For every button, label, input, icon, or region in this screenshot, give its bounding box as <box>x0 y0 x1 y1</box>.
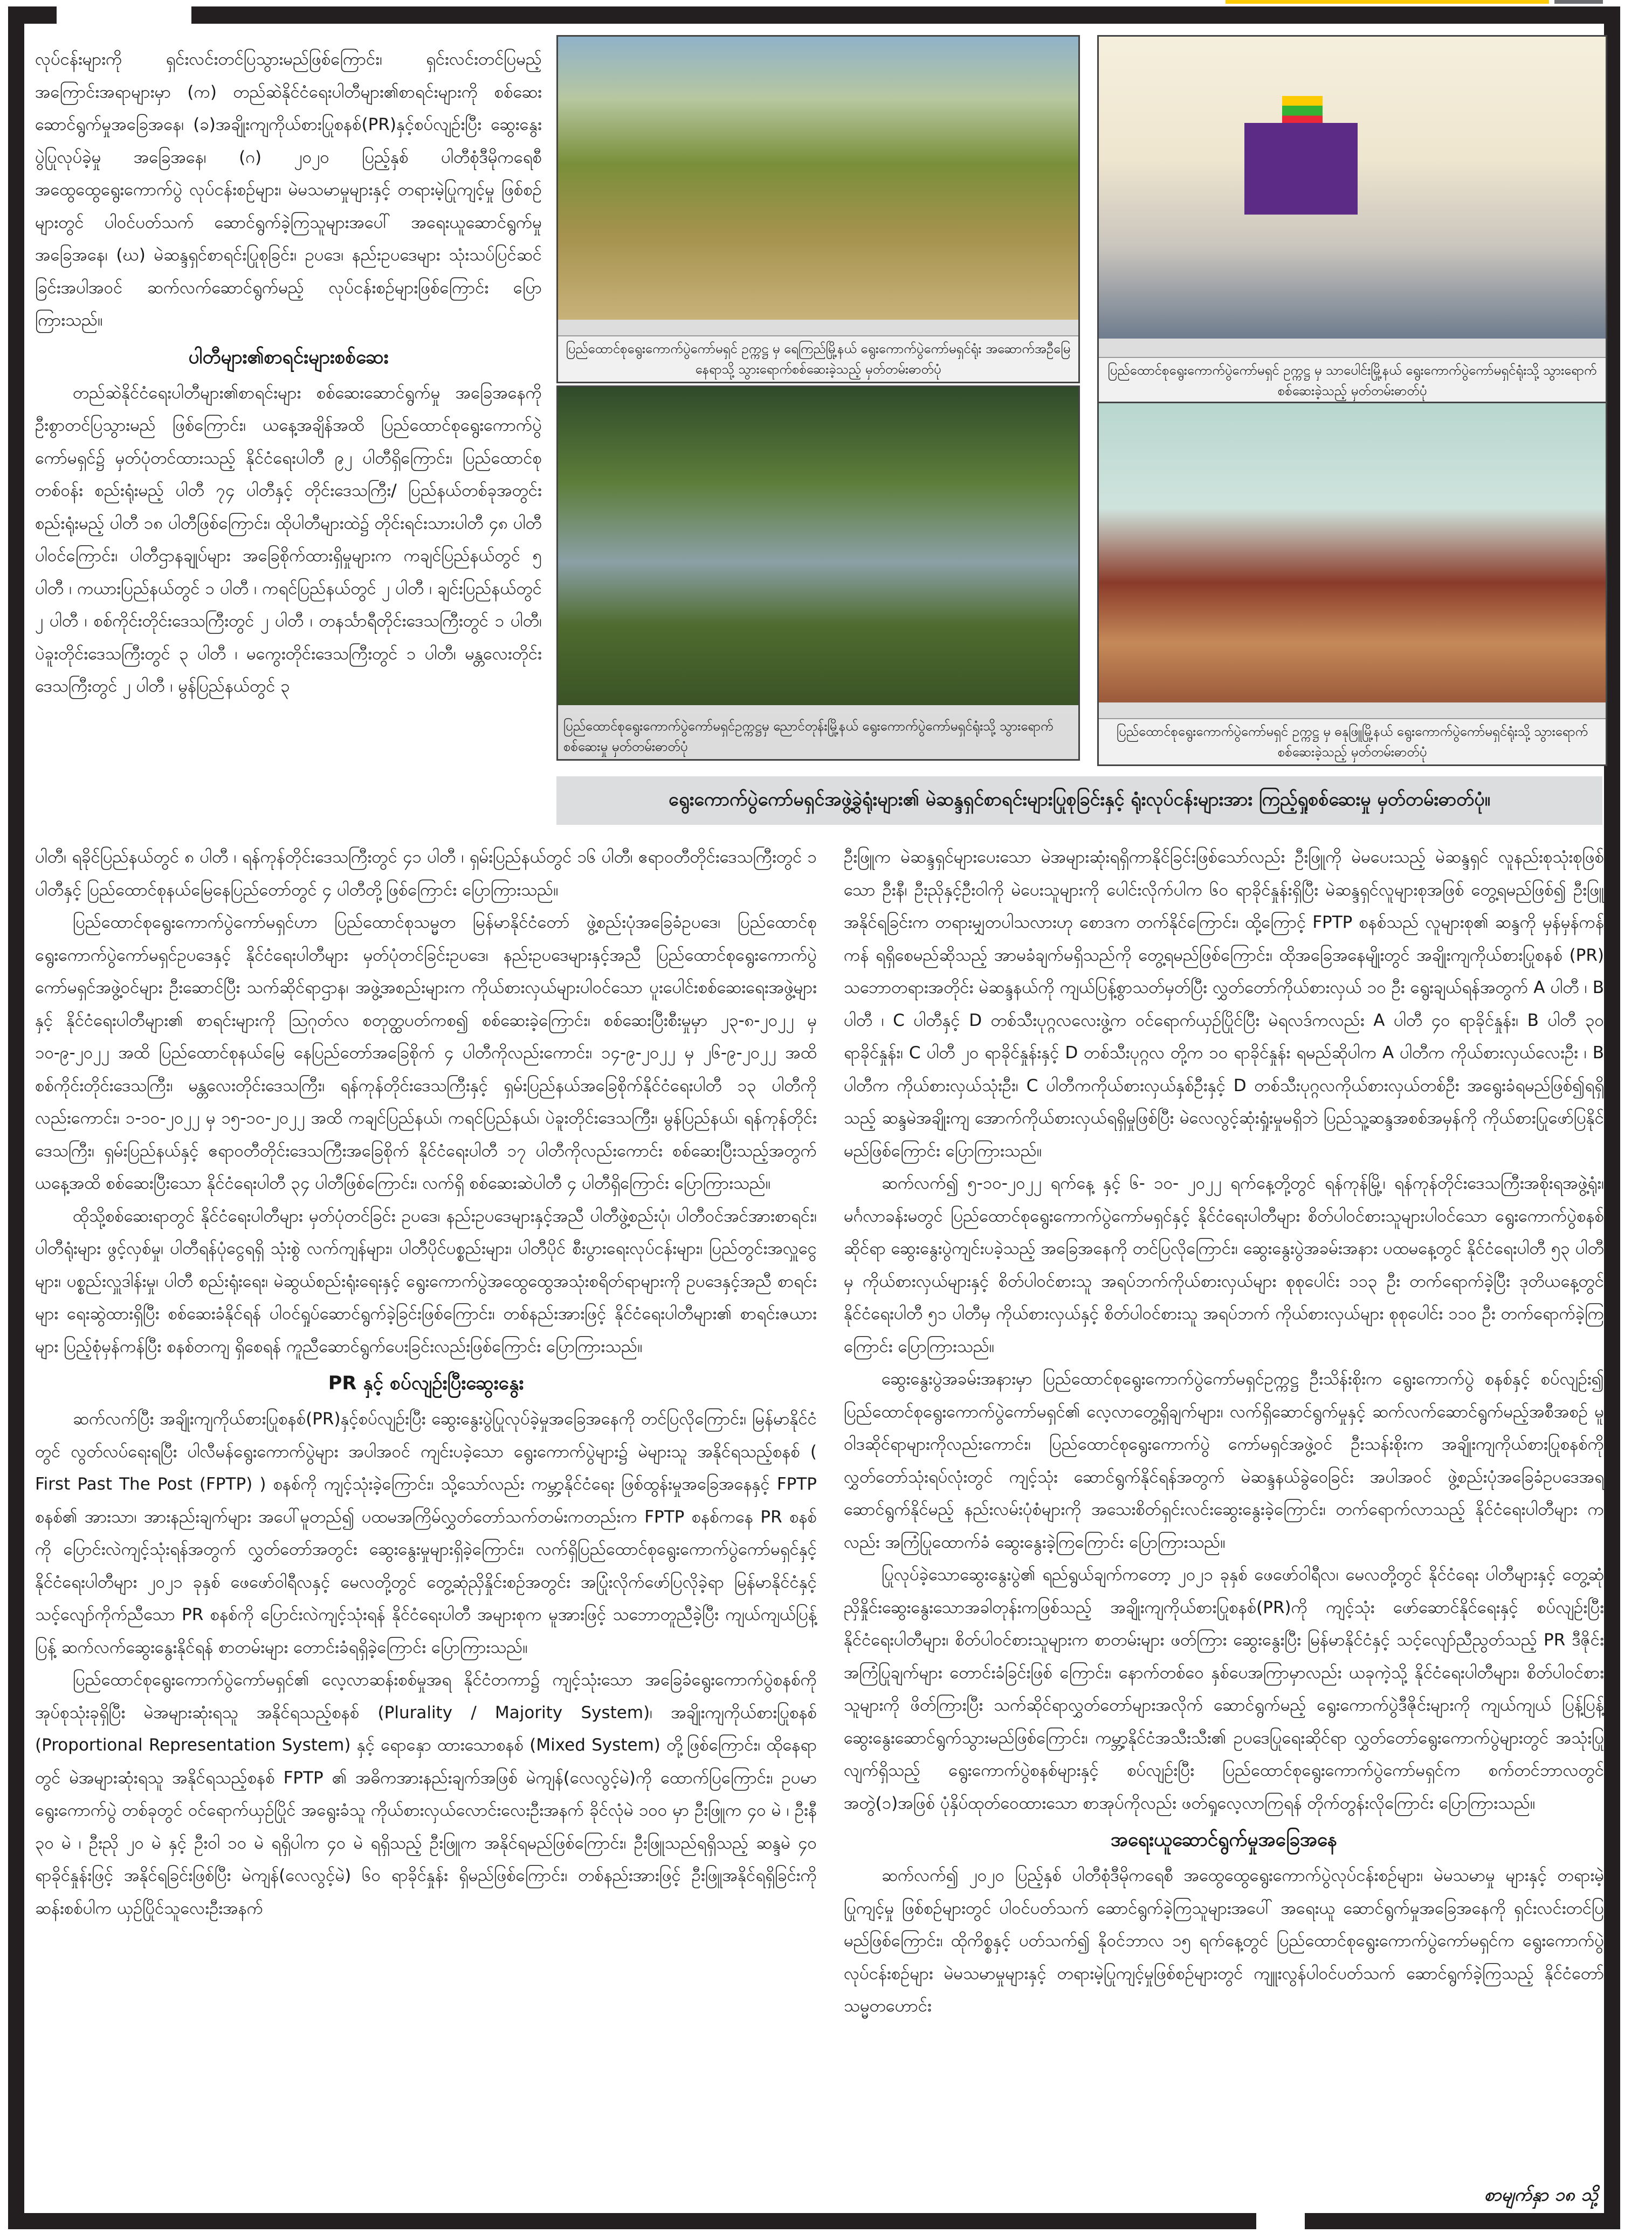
paragraph: လုပ်ငန်းများကို ရှင်းလင်းတင်ပြသွားမည်ဖြစ်ကြောင်း၊ ရှင်းလင်းတင်ပြမည့်အကြောင်းအရာများမှာ (က) တည်ဆဲနိုင်ငံရေးပါတီများ၏စာရင်းများကို စစ်ဆေးဆောင်ရွက်မှုအခြေအနေ၊ (ခ)အချိုးကျကိုယ်စားပြုစနစ်(PR)နှင့်စပ်လျဉ်းပြီး ဆွေးနွေးပွဲပြုလုပ်ခဲ့မှု အခြေအနေ၊ (ဂ) ၂၀၂၀ ပြည့်နှစ် ပါတီစုံဒီမိုကရေစီ အထွေထွေရွေးကောက်ပွဲ လုပ်ငန်းစဉ်များ၊ မဲမသမာမှုများနှင့် တရားမဲ့ပြုကျင့်မှု ဖြစ်စဉ်များတွင် ပါဝင်ပတ်သက် ဆောင်ရွက်ခဲ့ကြသူများအပေါ် အရေးယူဆောင်ရွက်မှု အခြေအနေ၊ (ဃ) မဲဆန္ဒရှင်စာရင်းပြုစုခြင်း၊ ဥပဒေ၊ နည်းဥပဒေများ သုံးသပ်ပြင်ဆင်ခြင်းအပါအဝင် ဆက်လက်ဆောင်ရွက်မည့် လုပ်ငန်းစဉ်များဖြစ်ကြောင်း ပြောကြားသည်။ <box>35 50 542 330</box>
paragraph: ပြည်ထောင်စုရွေးကောက်ပွဲကော်မရှင်ဟာ ပြည်ထောင်စုသမ္မတ မြန်မာနိုင်ငံတော် ဖွဲ့စည်းပုံအခြေခံဥပဒေ၊ ပြည်ထောင်စုရွေးကောက်ပွဲကော်မရှင်ဥပဒေနှင့် နိုင်ငံရေးပါတီများ မှတ်ပုံတင်ခြင်းဥပဒေ၊ နည်းဥပဒေများနှင့်အညီ ပြည်ထောင်စုရွေးကောက်ပွဲကော်မရှင်အဖွဲ့ဝင်များ ဦးဆောင်ပြီး သက်ဆိုင်ရာဌာန၊ အဖွဲ့အစည်းများက ကိုယ်စားလှယ်များပါဝင်သော ပူးပေါင်းစစ်ဆေးရေးအဖွဲ့များနှင့် နိုင်ငံရေးပါတီများ၏ စာရင်းများကို သြဂုတ်လ စတုတ္ထပတ်ကစ၍ စစ်ဆေးခဲ့ကြောင်း၊ စစ်ဆေးပြီးစီးမှုမှာ ၂၃-၈-၂၀၂၂ မှ ၁၀-၉-၂၀၂၂ အထိ ပြည်ထောင်စုနယ်မြေ နေပြည်တော်အခြေစိုက် ၄ ပါတီကိုလည်းကောင်း၊ ၁၄-၉-၂၀၂၂ မှ ၂၆-၉-၂၀၂၂ အထိ စစ်ကိုင်းတိုင်းဒေသကြီး၊ မန္တလေးတိုင်းဒေသကြီး၊ ရန်ကုန်တိုင်းဒေသကြီးနှင့် ရှမ်းပြည်နယ်အခြေစိုက်နိုင်ငံရေးပါတီ ၁၃ ပါတီကိုလည်းကောင်း၊ ၁-၁၀-၂၀၂၂ မှ ၁၅-၁၀-၂၀၂၂ အထိ ကချင်ပြည်နယ်၊ ကရင်ပြည်နယ်၊ ပဲခူးတိုင်းဒေသကြီး၊ မွန်ပြည်နယ်၊ ရန်ကုန်တိုင်းဒေသကြီး၊ ရှမ်းပြည်နယ်နှင့် ဧရာဝတီတိုင်းဒေသကြီးအခြေစိုက် နိုင်ငံရေးပါတီ ၁၇ ပါတီကိုလည်းကောင်း စစ်ဆေးပြီးသည့်အတွက် ယနေ့အထိ စစ်ဆေးပြီးသော နိုင်ငံရေးပါတီ ၃၄ ပါတီဖြစ်ကြောင်း၊ လက်ရှိ စစ်ဆေးဆဲပါတီ ၄ ပါတီရှိကြောင်း ပြောကြားသည်။ <box>35 913 817 1193</box>
paragraph: ဆက်လက်ပြီး အချိုးကျကိုယ်စားပြုစနစ်(PR)နှင့်စပ်လျဉ်းပြီး ဆွေးနွေးပွဲပြုလုပ်ခဲ့မှုအခြေအနေကို တင်ပြလိုကြောင်း၊ မြန်မာနိုင်ငံတွင် လွတ်လပ်ရေးရပြီး ပါလီမန်ရွေးကောက်ပွဲများ အပါအဝင် ကျင်းပခဲ့သော ရွေးကောက်ပွဲများ၌ မဲများသူ အနိုင်ရသည့်စနစ် ( First Past The Post (FPTP) ) စနစ်ကို ကျင့်သုံးခဲ့ကြောင်း၊ သို့သော်လည်း ကမ္ဘာ့နိုင်ငံရေး ဖြစ်ထွန်းမှုအခြေအနေနှင့် FPTP စနစ်၏ အားသာ၊ အားနည်းချက်များ အပေါ်မူတည်၍ ပထမအကြိမ်လွှတ်တော်သက်တမ်းကတည်းက FPTP စနစ်ကနေ PR စနစ်ကို ပြောင်းလဲကျင့်သုံးရန်အတွက် လွှတ်တော်အတွင်း ဆွေးနွေးမှုများရှိခဲ့ကြောင်း၊ လက်ရှိပြည်ထောင်စုရွေးကောက်ပွဲကော်မရှင်နှင့် နိုင်ငံရေးပါတီများ ၂၀၂၁ ခုနှစ် ဖေဖော်ဝါရီလနှင့် မေလတို့တွင် တွေ့ဆုံညှိနှိုင်းစဉ်အတွင်း အပြုံးလိုက်ဖော်ပြလိုခဲ့ရာ မြန်မာနိုင်ငံနှင့် သင့်လျော်ကိုက်ညီသော PR စနစ်ကို ပြောင်းလဲကျင့်သုံးရန် နိုင်ငံရေးပါတီ အများစုက မူအားဖြင့် သဘောတူညီခဲ့ပြီး ကျယ်ကျယ်ပြန့်ပြန့် ဆက်လက်ဆွေးနွေးနိုင်ရန် စာတမ်းများ တောင်းခံရရှိခဲ့ကြောင်း ပြောကြားသည်။ <box>35 1409 817 1657</box>
photo-caption: ပြည်ထောင်စုရွေးကောက်ပွဲကော်မရှင် ဥက္ကဋ္ဌ မှ သာပေါင်းမြို့နယ် ရွေးကောက်ပွဲကော်မရှင်ရုံးသို့ သွားရောက်စစ်ဆေးခဲ့သည့် မှတ်တမ်းဓာတ်ပုံ <box>1099 357 1606 403</box>
section-heading: PR နှင့် စပ်လျဉ်းပြီးဆွေးနွေး <box>328 1373 524 1394</box>
article-column-top-left <box>35 43 542 703</box>
photo-caption: ပြည်ထောင်စုရွေးကောက်ပွဲကော်မရှင် ဥက္ကဋ္ဌ မှ ရေကြည်မြို့နယ် ရွေးကောက်ပွဲကော်မရှင်ရုံး အဆောက်အဦမြေနေရာသို့ သွားရောက်စစ်ဆေးခဲ့သည့် မှတ်တမ်းဓာတ်ပုံ <box>558 335 1078 382</box>
article-column-bottom-left <box>35 841 817 1925</box>
paragraph: ဆက်လက်၍ ၅-၁၀-၂၀၂၂ ရက်နေ့ နှင့် ၆- ၁၀- ၂၀၂၂ ရက်နေ့တို့တွင် ရန်ကုန်မြို့၊ ရန်ကုန်တိုင်းဒေသကြီးအစိုးရအဖွဲ့ရုံး၊ မင်္ဂလာခန်းမတွင် ပြည်ထောင်စုရွေးကောက်ပွဲကော်မရှင်နှင့် နိုင်ငံရေးပါတီများ စိတ်ပါဝင်စားသူများပါဝင်သော ရွေးကောက်ပွဲစနစ်ဆိုင်ရာ ဆွေးနွေးပွဲကျင်းပခဲ့သည့် အခြေအနေကို တင်ပြလိုကြောင်း၊ ဆွေးနွေးပွဲအခမ်းအနား ပထမနေ့တွင် နိုင်ငံရေးပါတီ ၅၃ ပါတီမှ ကိုယ်စားလှယ်များနှင့် စိတ်ပါဝင်စားသူ အရပ်ဘက်ကိုယ်စားလှယ်များ စုစုပေါင်း ၁၁၃ ဦး တက်ရောက်ခဲ့ပြီး ဒုတိယနေ့တွင် နိုင်ငံရေးပါတီ ၅၁ ပါတီမှ ကိုယ်စားလှယ်နှင့် စိတ်ပါဝင်စားသူ အရပ်ဘက် ကိုယ်စားလှယ်များ စုစုပေါင်း ၁၁၀ ဦး တက်ရောက်ခဲ့ကြကြောင်း ပြောကြားသည်။ <box>844 1174 1604 1356</box>
photo-group-caption: ရွေးကောက်ပွဲကော်မရှင်အဖွဲ့ခွဲရုံးများ၏ မဲဆန္ဒရှင်စာရင်းများပြုစုခြင်းနှင့် ရုံးလုပ်ငန်းများအား ကြည့်ရှုစစ်ဆေးမှု မှတ်တမ်းဓာတ်ပုံ။ <box>556 776 1602 825</box>
page-tab <box>1554 0 1603 4</box>
article-column-bottom-right <box>844 841 1604 2023</box>
frame-top-right <box>191 6 1620 24</box>
paragraph: ဆွေးနွေးပွဲအခမ်းအနားမှာ ပြည်ထောင်စုရွေးကောက်ပွဲကော်မရှင်ဥက္ကဋ္ဌ ဦးသိန်းစိုးက ရွေးကောက်ပွဲ စနစ်နှင့် စပ်လျဉ်း၍ ပြည်ထောင်စုရွေးကောက်ပွဲကော်မရှင်၏ လေ့လာတွေ့ရှိချက်များ၊ လက်ရှိဆောင်ရွက်မှုနှင့် ဆက်လက်ဆောင်ရွက်မည့်အစီအစဉ် မူဝါဒဆိုင်ရာများကိုလည်းကောင်း၊ ပြည်ထောင်စုရွေးကောက်ပွဲ ကော်မရှင်အဖွဲ့ဝင် ဦးသန်းစိုးက အချိုးကျကိုယ်စားပြုစနစ်ကို လွှတ်တော်သုံးရပ်လုံးတွင် ကျင့်သုံး ဆောင်ရွက်နိုင်ရန်အတွက် မဲဆန္ဒနယ်ခွဲဝေခြင်း အပါအဝင် ဖွဲ့စည်းပုံအခြေခံဥပဒေအရ ဆောင်ရွက်နိုင်မည့် နည်းလမ်းပုံစံများကို အသေးစိတ်ရှင်းလင်းဆွေးနွေးခဲ့ကြောင်း၊ တက်ရောက်လာသည့် နိုင်ငံရေးပါတီများ ကလည်း အကြံပြုထောက်ခံ ဆွေးနွေးခဲ့ကြကြောင်း ပြောကြားသည်။ <box>844 1369 1604 1552</box>
photo-image <box>1099 403 1606 702</box>
paragraph: ထိုသို့စစ်ဆေးရာတွင် နိုင်ငံရေးပါတီများ မှတ်ပုံတင်ခြင်း ဥပဒေ၊ နည်းဥပဒေများနှင့်အညီ ပါတီဖွဲ့စည်းပုံ၊ ပါတီဝင်အင်အားစာရင်း၊ ပါတီရုံးများ ဖွင့်လှစ်မှု၊ ပါတီရန်ပုံငွေရရှိ သုံးစွဲ လက်ကျန်များ၊ ပါတီပိုင်ပစ္စည်းများ၊ ပါတီပိုင် စီးပွားရေးလုပ်ငန်းများ၊ ပြည်တွင်းအလှူငွေများ၊ ပစ္စည်းလှူဒါန်းမှု၊ ပါတီ စည်းရုံးရေး၊ မဲဆွယ်စည်းရုံးရေးနှင့် ရွေးကောက်ပွဲအထွေထွေအသုံးစရိတ်ရာများကို ဥပဒေနှင့်အညီ စာရင်းများ ရေးဆွဲထားရှိပြီး စစ်ဆေးခံနိုင်ရန် ပါဝင်ရှုပ်ဆောင်ရွက်ခဲ့ခြင်းဖြစ်ကြောင်း၊ တစ်နည်းအားဖြင့် နိုင်ငံရေးပါတီများ၏ စာရင်းဇယားများ ပြည့်စုံမှန်ကန်ပြီး စနစ်တကျ ရှိစေရန် ကူညီဆောင်ရွက်ပေးခြင်းလည်းဖြစ်ကြောင်း ပြောကြားသည်။ <box>35 1206 817 1356</box>
frame-bottom-left <box>8 2213 1256 2229</box>
frame-bottom-right <box>1305 2213 1620 2229</box>
flag-icon <box>1282 96 1323 126</box>
photo-yekyi-site <box>556 35 1080 383</box>
banner-graphic <box>1244 123 1358 215</box>
section-heading: အရေးယူဆောင်ရွက်မှုအခြေအနေ <box>1110 1829 1338 1851</box>
photo-danubyu-office <box>1097 402 1607 766</box>
photo-image <box>558 387 1078 705</box>
photo-caption: ပြည်ထောင်စုရွေးကောက်ပွဲကော်မရှင်ဥက္ကဋ္ဌမှ ညောင်တုန်းမြို့နယ် ရွေးကောက်ပွဲကော်မရှင်ရုံးသို့ သွားရောက်စစ်ဆေးမှု မှတ်တမ်းဓာတ်ပုံ <box>558 714 1078 759</box>
photo-nyaungdon-office <box>556 385 1080 761</box>
photo-image <box>558 37 1078 320</box>
paragraph: ပြုလုပ်ခဲ့သောဆွေးနွေးပွဲ၏ ရည်ရွယ်ချက်ကတော့ ၂၀၂၁ ခုနှစ် ဖေဖော်ဝါရီလ၊ မေလတို့တွင် နိုင်ငံရေး ပါတီများနှင့် တွေ့ဆုံညှိနှိုင်းဆွေးနွေးသောအခါတုန်းကဖြစ်သည့် အချိုးကျကိုယ်စားပြုစနစ်(PR)ကို ကျင့်သုံး ဖော်ဆောင်နိုင်ရေးနှင့် စပ်လျဉ်းပြီး နိုင်ငံရေးပါတီများ၊ စိတ်ပါဝင်စားသူများက စာတမ်းများ ဖတ်ကြား ဆွေးနွေးပြီး မြန်မာနိုင်ငံနှင့် သင့်လျော်ညီညွတ်သည့် PR ဒီဇိုင်း အကြံပြုချက်များ တောင်းခံခြင်းဖြစ် ကြောင်း၊ နောက်တစ်ဝေ နှစ်ပေအကြာမှာလည်း ယခုကဲ့သို့ နိုင်ငံရေးပါတီများ၊ စိတ်ပါဝင်စားသူများကို ဖိတ်ကြားပြီး သက်ဆိုင်ရာလွှတ်တော်များအလိုက် ဆောင်ရွက်မည့် ရွေးကောက်ပွဲဒီဇိုင်းများကို ကျယ်ကျယ် ပြန့်ပြန့် ဆွေးနွေးဆောင်ရွက်သွားမည်ဖြစ်ကြောင်း၊ ကမ္ဘာ့နိုင်ငံအသီးသီး၏ ဥပဒေပြုရေးဆိုင်ရာ လွှတ်တော်ရွေးကောက်ပွဲများတွင် အသုံးပြုလျက်ရှိသည့် ရွေးကောက်ပွဲစနစ်များနှင့် စပ်လျဉ်းပြီး ပြည်ထောင်စုရွေးကောက်ပွဲကော်မရှင်က စက်တင်ဘာလတွင် အတွဲ(၁)အဖြစ် ပုံနှိပ်ထုတ်ဝေထားသော စာအုပ်ကိုလည်း ဖတ်ရှုလေ့လာကြရန် တိုက်တွန်းလိုကြောင်း ပြောကြားသည်။ <box>844 1565 1604 1813</box>
paragraph: ပြည်ထောင်စုရွေးကောက်ပွဲကော်မရှင်၏ လေ့လာဆန်းစစ်မှုအရ နိုင်ငံတကာ၌ ကျင့်သုံးသော အခြေခံရွေးကောက်ပွဲစနစ်ကို အုပ်စုသုံးခုရှိပြီး မဲအများဆုံးရသူ အနိုင်ရသည့်စနစ် (Plurality / Majority System)၊ အချိုးကျကိုယ်စားပြုစနစ် (Proportional Representation System) နှင့် ရောနှော ထားသောစနစ် (Mixed System) တို့ဖြစ်ကြောင်း၊ ထိုနေရာတွင် မဲအများဆုံးရသူ အနိုင်ရသည့်စနစ် FPTP ၏ အဓိကအားနည်းချက်အဖြစ် မဲကျန်(လေလွင့်မဲ)ကို ထောက်ပြကြောင်း၊ ဥပမာ ရွေးကောက်ပွဲ တစ်ခုတွင် ဝင်ရောက်ယှဉ်ပြိုင် အရွေးခံသူ ကိုယ်စားလှယ်လောင်းလေးဦးအနက် ခိုင်လုံမဲ ၁၀၀ မှာ ဦးဖြူက ၄၀ မဲ ၊ ဦးနီ ၃၀ မဲ ၊ ဦးညို ၂၀ မဲ နှင့် ဦးဝါ ၁၀ မဲ ရရှိပါက ၄၀ မဲ ရရှိသည့် ဦးဖြူက အနိုင်ရမည်ဖြစ်ကြောင်း၊ ဦးဖြူသည်ရရှိသည့် ဆန္ဒမဲ ၄၀ ရာခိုင်နှုန်းဖြင့် အနိုင်ရခြင်းဖြစ်ပြီး မဲကျန်(လေလွင့်မဲ) ၆၀ ရာခိုင်နှုန်း ရှိမည်ဖြစ်ကြောင်း၊ တစ်နည်းအားဖြင့် ဦးဖြူအနိုင်ရရှိခြင်းကို ဆန်းစစ်ပါက ယှဉ်ပြိုင်သူလေးဦးအနက် <box>35 1670 817 1918</box>
photo-caption: ပြည်ထောင်စုရွေးကောက်ပွဲကော်မရှင် ဥက္ကဋ္ဌ မှ ဓနုဖြူမြို့နယ် ရွေးကောက်ပွဲကော်မရှင်ရုံးသို့ သွားရောက်စစ်ဆေးခဲ့သည့် မှတ်တမ်းဓာတ်ပုံ <box>1099 718 1606 764</box>
frame-left <box>8 6 24 2229</box>
continued-on-page: စာမျက်နှာ ၁၈ သို့ <box>1484 2184 1598 2205</box>
paragraph: ဆက်လက်၍ ၂၀၂၀ ပြည့်နှစ် ပါတီစုံဒီမိုကရေစီ အထွေထွေရွေးကောက်ပွဲလုပ်ငန်းစဉ်များ၊ မဲမသမာမှု များနှင့် တရားမဲ့ပြုကျင့်မှု ဖြစ်စဉ်များတွင် ပါဝင်ပတ်သက် ဆောင်ရွက်ခဲ့ကြသူများအပေါ် အရေးယူ ဆောင်ရွက်မှုအခြေအနေကို ရှင်းလင်းတင်ပြမည်ဖြစ်ကြောင်း၊ ထိုကိစ္စနှင့် ပတ်သက်၍ နိုဝင်ဘာလ ၁၅ ရက်နေ့တွင် ပြည်ထောင်စုရွေးကောက်ပွဲကော်မရှင်က ရွေးကောက်ပွဲလုပ်ငန်းစဉ်များ မဲမသမာမှုများနှင့် တရားမဲ့ပြုကျင့်မှုဖြစ်စဉ်များတွင် ကျူးလွန်ပါဝင်ပတ်သက် ဆောင်ရွက်ခဲ့ကြသည့် နိုင်ငံတော်သမ္မတဟောင်း <box>844 1866 1604 2016</box>
paragraph: တည်ဆဲနိုင်ငံရေးပါတီများ၏စာရင်းများ စစ်ဆေးဆောင်ရွက်မှု အခြေအနေကို ဦးစွာတင်ပြသွားမည် ဖြစ်ကြောင်း၊ ယနေ့အချိန်အထိ ပြည်ထောင်စုရွေးကောက်ပွဲကော်မရှင်၌ မှတ်ပုံတင်ထားသည့် နိုင်ငံရေးပါတီ ၉၂ ပါတီရှိကြောင်း၊ ပြည်ထောင်စုတစ်ဝန်း စည်းရုံးမည့် ပါတီ ၇၄ ပါတီနှင့် တိုင်းဒေသကြီး/ ပြည်နယ်တစ်ခုအတွင်း စည်းရုံးမည့် ပါတီ ၁၈ ပါတီဖြစ်ကြောင်း၊ ထိုပါတီများထဲ၌ တိုင်းရင်းသားပါတီ ၄၈ ပါတီ ပါဝင်ကြောင်း၊ ပါတီဌာနချုပ်များ အခြေစိုက်ထားရှိမှုများက ကချင်ပြည်နယ်တွင် ၅ ပါတီ ၊ ကယားပြည်နယ်တွင် ၁ ပါတီ ၊ ကရင်ပြည်နယ်တွင် ၂ ပါတီ ၊ ချင်းပြည်နယ်တွင် ၂ ပါတီ ၊ စစ်ကိုင်းတိုင်းဒေသကြီးတွင် ၂ ပါတီ ၊ တနင်္သာရီတိုင်းဒေသကြီးတွင် ၁ ပါတီ၊ ပဲခူးတိုင်းဒေသကြီးတွင် ၃ ပါတီ ၊ မကွေးတိုင်းဒေသကြီးတွင် ၁ ပါတီ၊ မန္တလေးတိုင်းဒေသကြီးတွင် ၂ ပါတီ ၊ မွန်ပြည်နယ်တွင် ၃ <box>35 383 542 696</box>
paragraph: ပါတီ၊ ရခိုင်ပြည်နယ်တွင် ၈ ပါတီ ၊ ရန်ကုန်တိုင်းဒေသကြီးတွင် ၄၁ ပါတီ ၊ ရှမ်းပြည်နယ်တွင် ၁၆ ပါတီ၊ ဧရာဝတီတိုင်းဒေသကြီးတွင် ၁ ပါတီနှင့် ပြည်ထောင်စုနယ်မြေနေပြည်တော်တွင် ၄ ပါတီတို့ဖြစ်ကြောင်း ပြောကြားသည်။ <box>35 847 817 900</box>
accent-bar <box>1226 0 1549 4</box>
photo-thabaung-office <box>1097 35 1607 405</box>
section-heading-party-lists: ပါတီများ၏စာရင်းများစစ်ဆေး <box>188 346 389 368</box>
paragraph: ဦးဖြူက မဲဆန္ဒရှင်များပေးသော မဲအများဆုံးရရှိကာနိုင်ခြင်းဖြစ်သော်လည်း ဦးဖြူကို မဲမပေးသည့် မဲဆန္ဒရှင် လူနည်းစုသုံးစုဖြစ်သော ဦးနီ၊ ဦးညိုနှင့်ဦးဝါကို မဲပေးသူများကို ပေါင်းလိုက်ပါက ၆၀ ရာခိုင်နှုန်းရှိပြီး မဲဆန္ဒရှင်လူများစုအဖြစ် တွေ့ရမည်ဖြစ်၍ ဦးဖြူအနိုင်ရခြင်းက တရားမျှတပါသလားဟု စောဒက တက်နိုင်ကြောင်း၊ ထို့ကြောင့် FPTP စနစ်သည် လူများစု၏ ဆန္ဒကို မှန်မှန်ကန်ကန် ရရှိစေမည်ဆိုသည့် အာမခံချက်မရှိသည်ကို တွေ့ရမည်ဖြစ်ကြောင်း၊ ထိုအခြေအနေမျိုးတွင် အချိုးကျကိုယ်စားပြုစနစ် (PR) သဘောတရားအတိုင်း မဲဆန္ဒနယ်ကို ကျယ်ပြန့်စွာသတ်မှတ်ပြီး လွှတ်တော်ကိုယ်စားလှယ် ၁၀ ဦး ရွေးချယ်ရန်အတွက် A ပါတီ ၊ B ပါတီ ၊ C ပါတီနှင့် D တစ်သီးပုဂ္ဂလလေးဖွဲ့က ဝင်ရောက်ယှဉ်ပြိုင်ပြီး မဲရလဒ်ကလည်း A ပါတီ ၄၀ ရာခိုင်နှုန်း၊ B ပါတီ ၃၀ ရာခိုင်နှုန်း၊ C ပါတီ ၂၀ ရာခိုင်နှုန်းနှင့် D တစ်သီးပုဂ္ဂလ တို့က ၁၀ ရာခိုင်နှုန်း ရမည်ဆိုပါက A ပါတီက ကိုယ်စားလှယ်လေးဦး ၊ B ပါတီက ကိုယ်စားလှယ်သုံးဦး၊ C ပါတီကကိုယ်စားလှယ်နှစ်ဦးနှင့် D တစ်သီးပုဂ္ဂလကိုယ်စားလှယ်တစ်ဦး အရွေးခံရမည်ဖြစ်၍ရရှိသည့် ဆန္ဒမဲအချိုးကျ အောက်ကိုယ်စားလှယ်ရရှိမှုဖြစ်ပြီး မဲလေလွင့်ဆုံးရှုံးမှုမရှိဘဲ ပြည်သူ့ဆန္ဒအစစ်အမှန်ကို ကိုယ်စားပြုဖော်ပြနိုင်မည်ဖြစ်ကြောင်း ပြောကြားသည်။ <box>844 847 1604 1161</box>
